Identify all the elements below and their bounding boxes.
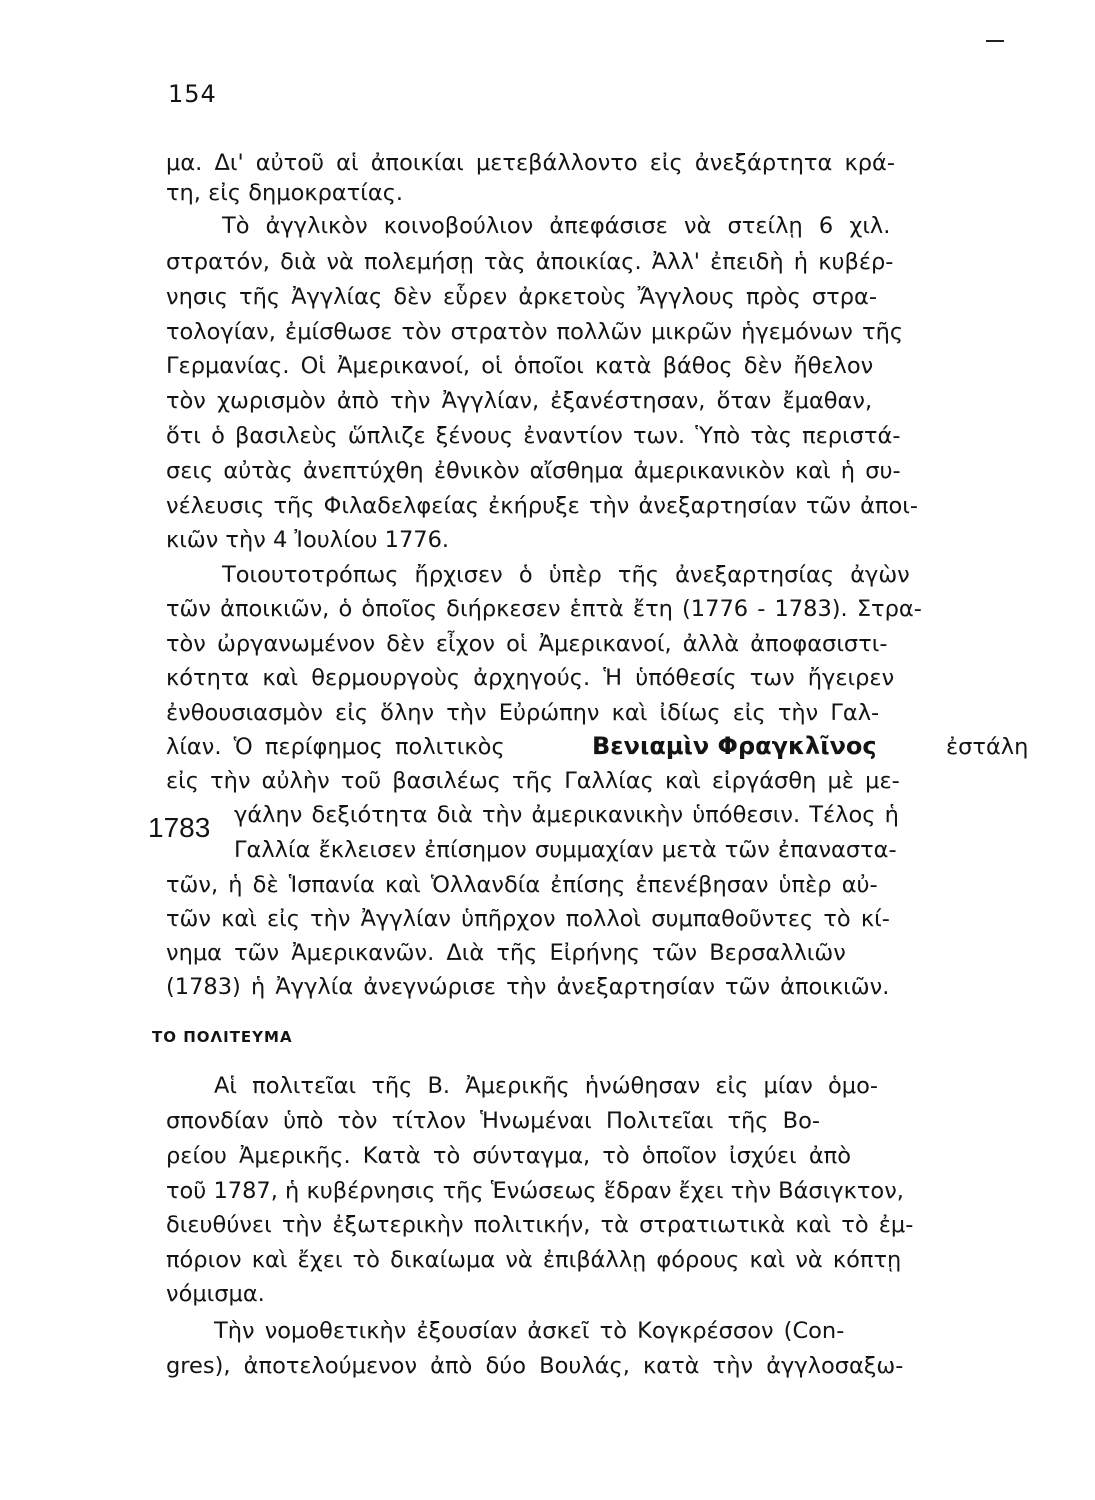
text-line: λίαν. Ὁ περίφημος πολιτικὸς — [166, 734, 505, 760]
text-line: gres), ἀποτελούμενον ἀπὸ δύο Βουλάς, κατὰ τὴν ἀγγλοσαξω- — [166, 1353, 904, 1379]
text-line: σεις αὐτὰς ἀνεπτύχθη ἐθνικὸν αἴσθημα ἀμερικανικὸν καὶ ἡ συ- — [166, 458, 901, 484]
page-mark — [986, 40, 1004, 42]
text-line: διευθύνει τὴν ἐξωτερικὴν πολιτικήν, τὰ στρατιωτικὰ καὶ τὸ ἐμ- — [166, 1212, 914, 1238]
text-line: Αἱ πολιτεῖαι τῆς Β. Ἀμερικῆς ἡνώθησαν εἰς μίαν ὁμο- — [214, 1073, 878, 1099]
text-line: τῶν καὶ εἰς τὴν Ἀγγλίαν ὑπῆρχον πολλοὶ συμπαθοῦντες τὸ κί- — [166, 906, 890, 932]
text-line: στρατόν, διὰ νὰ πολεμήσῃ τὰς ἀποικίας. Ἀλλ' ἐπειδὴ ἡ κυβέρ- — [166, 249, 894, 275]
margin-year-note: 1783 — [148, 812, 211, 843]
text-line: τὸν χωρισμὸν ἀπὸ τὴν Ἀγγλίαν, ἐξανέστησαν, ὅταν ἔμαθαν, — [166, 388, 873, 414]
text-line: Τὸ ἀγγλικὸν κοινοβούλιον ἀπεφάσισε νὰ στείλῃ 6 χιλ. — [222, 213, 891, 239]
text-line: κότητα καὶ θερμουργοὺς ἀρχηγούς. Ἡ ὑπόθεσίς των ἤγειρεν — [166, 665, 895, 691]
text-line: Γερμανίας. Οἱ Ἀμερικανοί, οἱ ὁποῖοι κατὰ βάθος δὲν ἤθελον — [166, 353, 874, 379]
text-line: μα. Δι' αὐτοῦ αἱ ἀποικίαι μετεβάλλοντο εἰς ἀνεξάρτητα κρά- — [166, 150, 895, 176]
text-line: τῶν ἀποικιῶν, ὁ ὁποῖος διήρκεσεν ἑπτὰ ἔτη (1776 - 1783). Στρα- — [166, 596, 922, 622]
text-line: τοῦ 1787, ἡ κυβέρνησις τῆς Ἑνώσεως ἕδραν ἔχει τὴν Βάσιγκτον, — [166, 1178, 904, 1204]
text-line: ἐνθουσιασμὸν εἰς ὅλην τὴν Εὐρώπην καὶ ἰδίως εἰς τὴν Γαλ- — [166, 700, 880, 726]
text-line: πόριον καὶ ἔχει τὸ δικαίωμα νὰ ἐπιβάλλῃ φόρους καὶ νὰ κόπτῃ — [166, 1247, 902, 1273]
text-line: ὅτι ὁ βασιλεὺς ὥπλιζε ξένους ἐναντίον των. Ὑπὸ τὰς περιστά- — [166, 423, 901, 449]
text-line: σπονδίαν ὑπὸ τὸν τίτλον Ἡνωμέναι Πολιτεῖαι τῆς Βο- — [166, 1108, 820, 1134]
text-line: νημα τῶν Ἀμερικανῶν. Διὰ τῆς Εἰρήνης τῶν Βερσαλλιῶν — [166, 940, 846, 966]
page-number: 154 — [168, 80, 217, 108]
text-line: τῶν, ἡ δὲ Ἱσπανία καὶ Ὁλλανδία ἐπίσης ἐπενέβησαν ὑπὲρ αὐ- — [166, 872, 878, 898]
text-line: εἰς τὴν αὐλὴν τοῦ βασιλέως τῆς Γαλλίας καὶ εἰργάσθη μὲ με- — [166, 768, 900, 794]
text-line: τολογίαν, ἐμίσθωσε τὸν στρατὸν πολλῶν μικρῶν ἡγεμόνων τῆς — [166, 319, 904, 345]
text-line: τὸν ὠργανωμένον δὲν εἶχον οἱ Ἀμερικανοί, ἀλλὰ ἀποφασιστι- — [166, 631, 888, 657]
text-line: νόμισμα. — [166, 1281, 265, 1307]
text-line: (1783) ἡ Ἀγγλία ἀνεγνώρισε τὴν ἀνεξαρτησίαν τῶν ἀποικιῶν. — [166, 974, 890, 1000]
text-line: Τὴν νομοθετικὴν ἐξουσίαν ἀσκεῖ τὸ Κογκρέσσον (Con- — [214, 1318, 845, 1344]
text-line: ἐστάλη — [946, 734, 1029, 760]
text-line: νησις τῆς Ἀγγλίας δὲν εὗρεν ἀρκετοὺς Ἄγγλους πρὸς στρα- — [166, 284, 877, 310]
person-name-franklin: Βενιαμὶν Φραγκλῖνος — [592, 732, 877, 760]
section-heading: ΤΟ ΠΟΛΙΤΕΥΜΑ — [152, 1028, 293, 1046]
text-line: ρείου Ἀμερικῆς. Κατὰ τὸ σύνταγμα, τὸ ὁποῖον ἰσχύει ἀπὸ — [166, 1143, 851, 1169]
text-line: τη, εἰς δημοκρατίας. — [166, 180, 404, 206]
text-line: νέλευσις τῆς Φιλαδελφείας ἐκήρυξε τὴν ἀνεξαρτησίαν τῶν ἀποι- — [166, 493, 918, 519]
text-line: Τοιουτοτρόπως ἤρχισεν ὁ ὑπὲρ τῆς ἀνεξαρτησίας ἀγὼν — [222, 562, 910, 588]
text-line: Γαλλία ἔκλεισεν ἐπίσημον συμμαχίαν μετὰ τῶν ἐπαναστα- — [234, 837, 897, 863]
text-line: γάλην δεξιότητα διὰ τὴν ἀμερικανικὴν ὑπόθεσιν. Τέλος ἡ — [234, 802, 899, 828]
text-line: κιῶν τὴν 4 Ἰουλίου 1776. — [166, 527, 450, 553]
